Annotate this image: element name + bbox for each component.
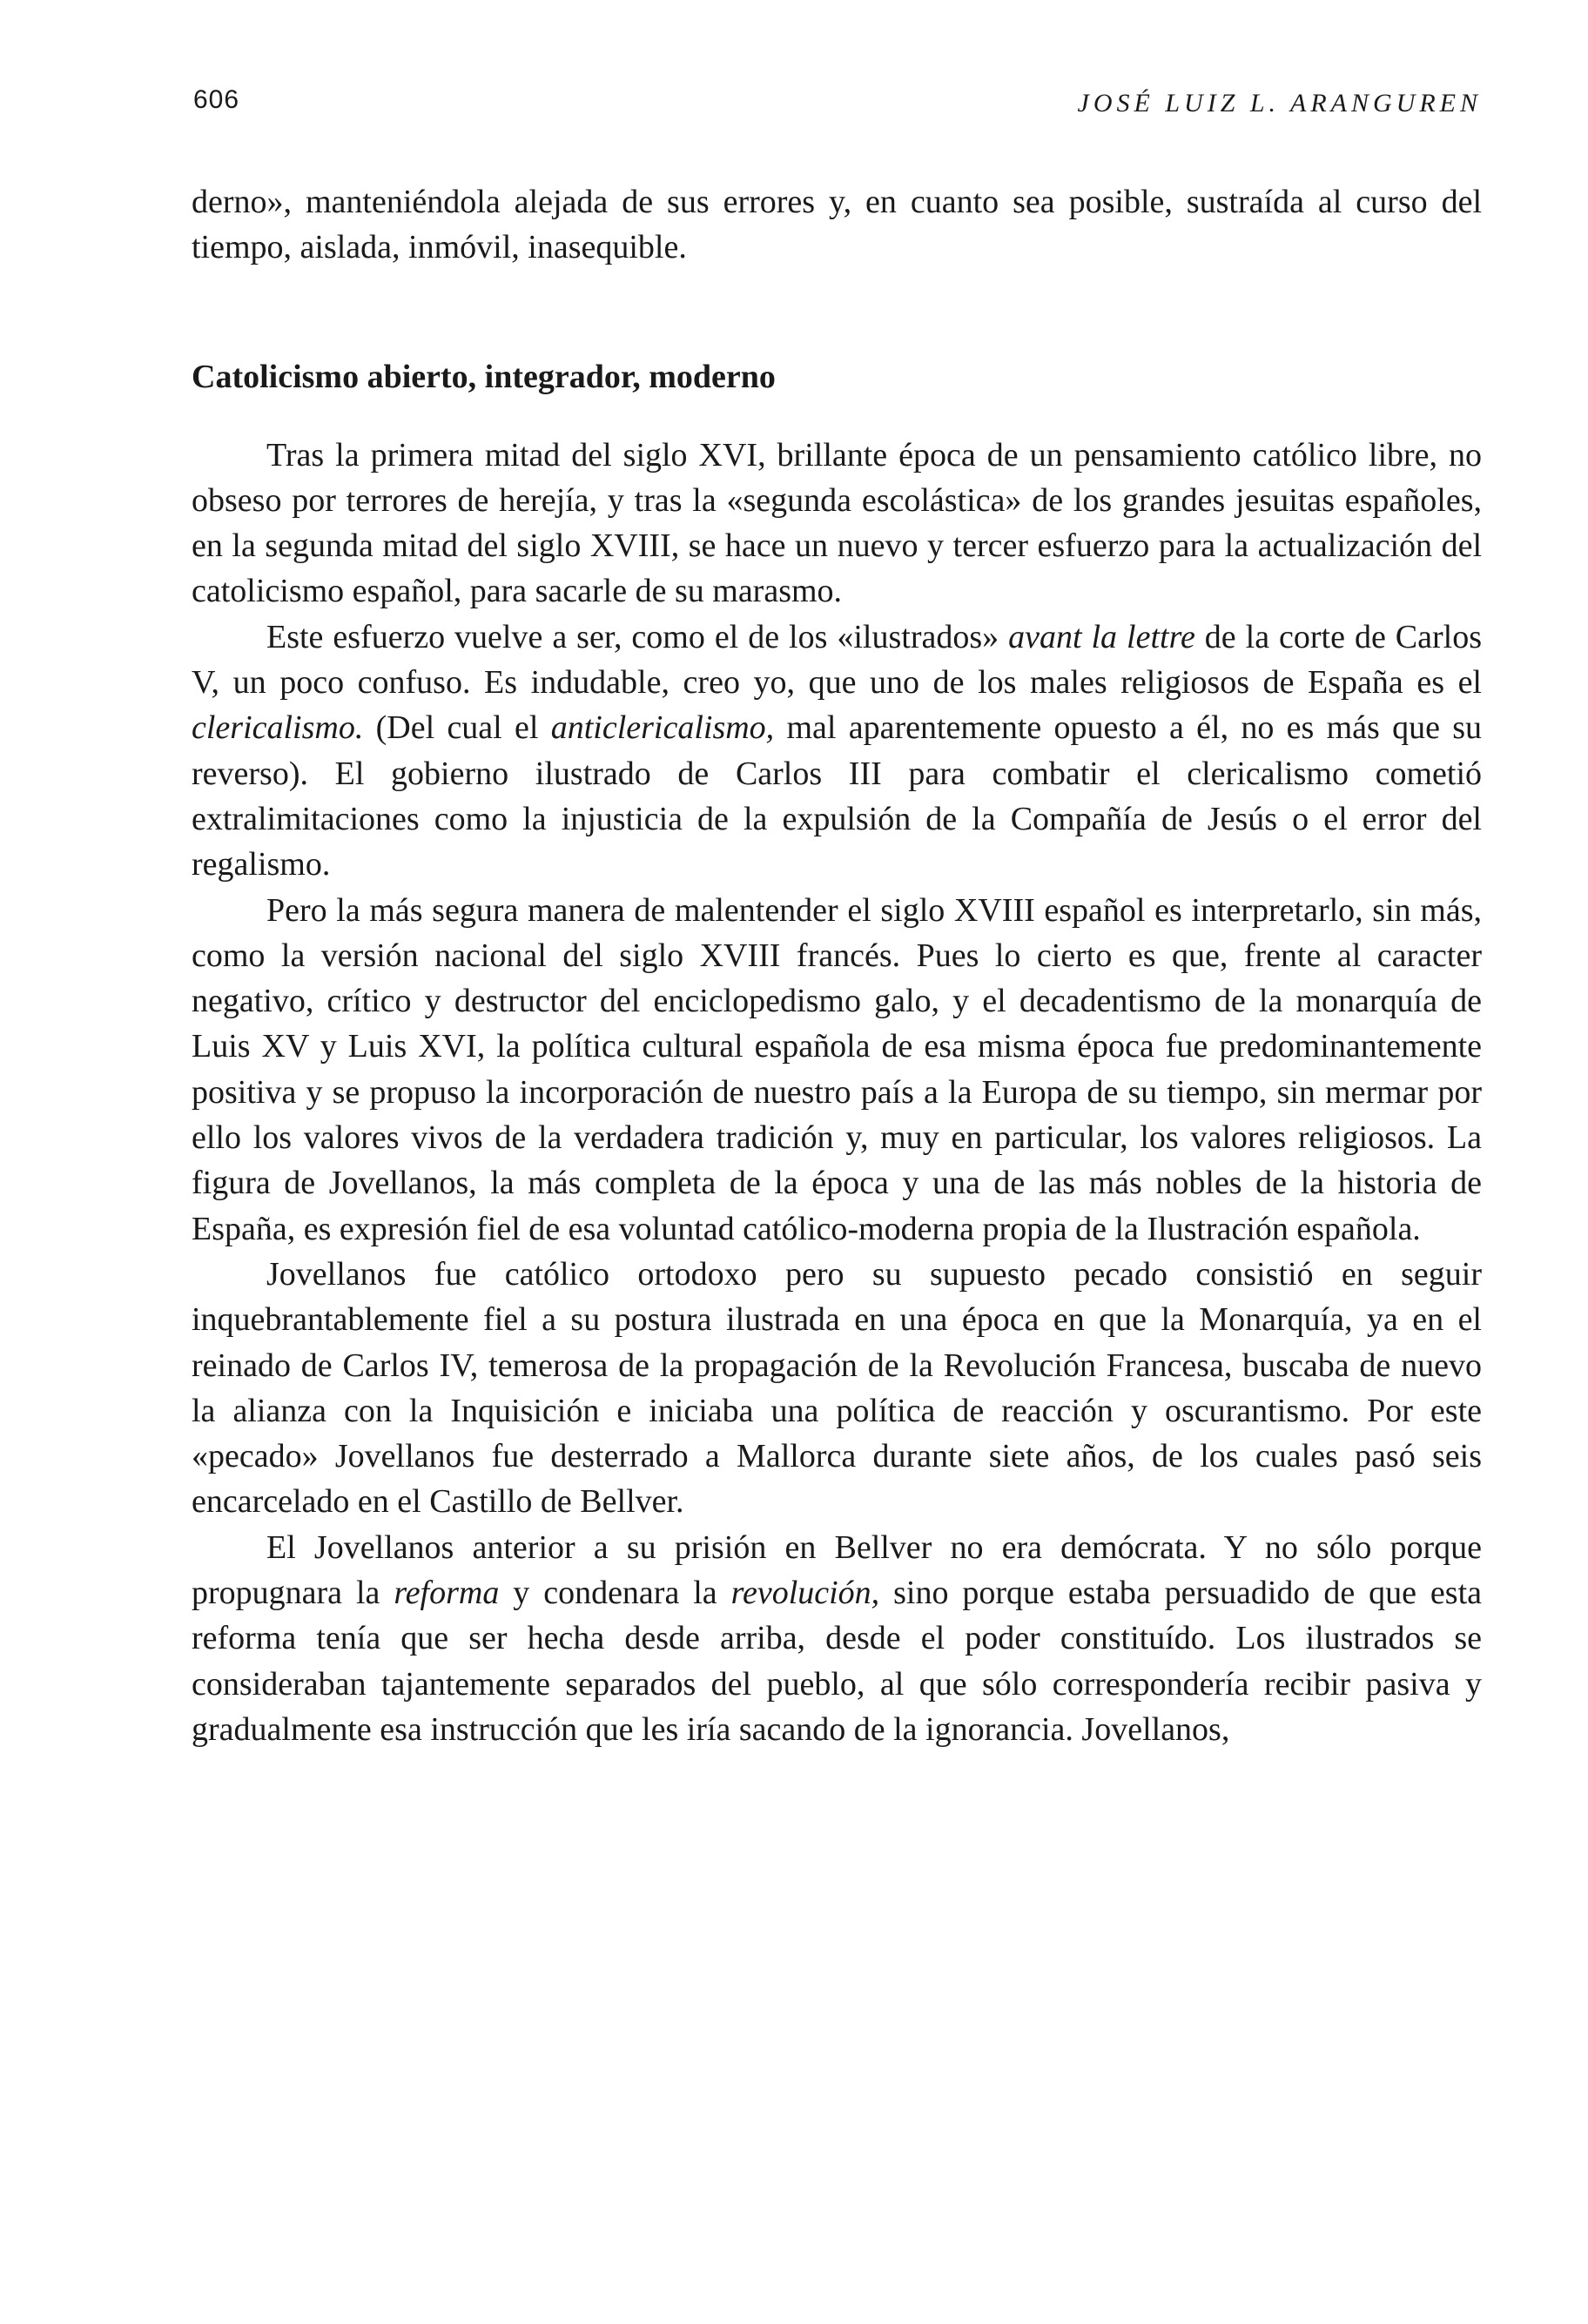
running-head-author: JOSÉ LUIZ L. ARANGUREN bbox=[1077, 89, 1482, 118]
paragraph: Tras la primera mitad del siglo XVI, brillante época de un pensamiento católico libre, no obseso por terrores de herejía, y tras la «segunda escolástica» de los grandes jesuitas españoles, en la segunda mitad del siglo XVIII, se hace un nuevo y tercer esfuerzo para la actualización del catolicismo español, para sacarle de su marasmo. bbox=[192, 436, 1482, 610]
body-text bbox=[192, 179, 1482, 1752]
paragraph: Jovellanos fue católico ortodoxo pero su supuesto pecado consistió en seguir inquebrantablemente fiel a su postura ilustrada en una época en que la Monarquía, ya en el reinado de Carlos IV, temerosa de la propagación de la Revolución Francesa, buscaba de nuevo la alianza con la Inquisición e iniciaba una política de reacción y oscurantismo. Por este «pecado» Jovellanos fue desterrado a Mallorca durante siete años, de los cuales pasó seis encarcelado en el Castillo de Bellver. bbox=[192, 1255, 1482, 1521]
italic-phrase: revolución, bbox=[730, 1575, 880, 1612]
paragraph bbox=[192, 1525, 1482, 1752]
text-run: Este esfuerzo vuelve a ser, como el de los «ilustrados» bbox=[266, 618, 1009, 655]
section-heading: Catolicismo abierto, integrador, moderno bbox=[192, 358, 776, 395]
italic-phrase: reforma bbox=[394, 1575, 500, 1612]
text-run: de la corte de Carlos V, un poco confuso. Es indudable, creo yo, que uno de los males religiosos de España es el bbox=[192, 618, 1482, 702]
italic-phrase: anticlericalismo, bbox=[550, 709, 775, 747]
text-run: mal aparentemente opuesto a él, no es más que su reverso). El gobierno ilustrado de Carlos III para combatir el clericalismo cometió extralimitaciones como la injusticia de la expulsión de la Compañía de Jesús o el error del regalismo. bbox=[192, 709, 1483, 883]
paragraph-continuation: derno», manteniéndola alejada de sus errores y, en cuanto sea posible, sustraída al curso del tiempo, aislada, inmóvil, inasequible. bbox=[192, 184, 1482, 266]
running-head bbox=[193, 85, 1482, 129]
page-number: 606 bbox=[193, 85, 240, 114]
paragraph bbox=[192, 615, 1482, 888]
paragraph: Pero la más segura manera de malentender el siglo XVIII español es interpretarlo, sin más, como la versión nacional del siglo XVIII francés. Pues lo cierto es que, frente al caracter negativo, crítico y destructor del enciclopedismo galo, y el decadentismo de la monarquía de Luis XV y Luis XVI, la política cultural española de esa misma época fue predominantemente positiva y se propuso la incorporación de nuestro país a la Europa de su tiempo, sin mermar por ello los valores vivos de la verdadera tradición y, muy en particular, los valores religiosos. La figura de Jovellanos, la más completa de la época y una de las más nobles de la historia de España, es expresión fiel de esa voluntad católico-moderna propia de la Ilustración española. bbox=[192, 891, 1482, 1247]
text-run: El Jovellanos anterior a su prisión en Bellver no era demócrata. Y no sólo porque propugnara la bbox=[192, 1528, 1482, 1612]
text-run: sino porque estaba persuadido de que esta reforma tenía que ser hecha desde arriba, desde el poder constituído. Los ilustrados se consideraban tajantemente separados del pueblo, al que sólo correspondería recibir pasiva y gradualmente esa instrucción que les iría sacando de la ignorancia. Jovellanos, bbox=[192, 1575, 1482, 1748]
italic-phrase: clericalismo. bbox=[192, 709, 364, 747]
italic-phrase: avant la lettre bbox=[1008, 618, 1195, 655]
text-run: y condenara la bbox=[499, 1575, 731, 1612]
text-run: (Del cual el bbox=[363, 709, 551, 747]
